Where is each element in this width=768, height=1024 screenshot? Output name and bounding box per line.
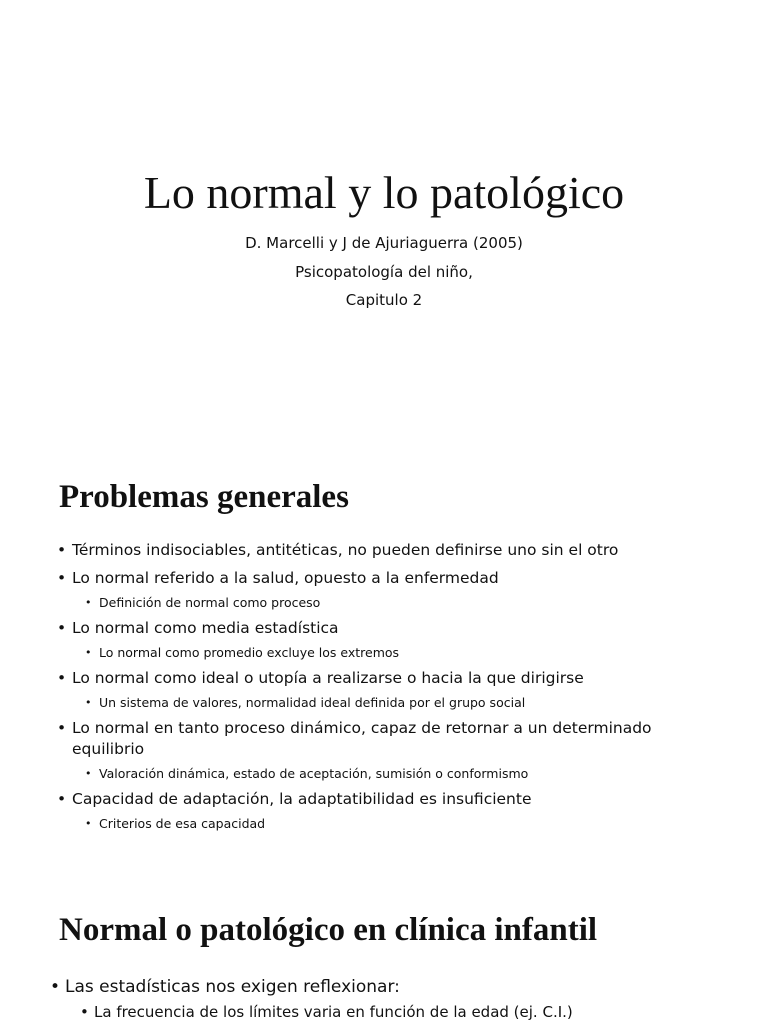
bullet-dot-icon: • <box>57 789 67 808</box>
bullet-dot-icon: • <box>50 977 61 997</box>
bullet-item <box>50 976 740 998</box>
section-title: Problemas generales <box>59 479 349 515</box>
bullet-dot-icon: • <box>85 766 92 780</box>
sub-bullet-item <box>57 765 717 782</box>
sub-bullet-text: Definición de normal como proceso <box>99 595 321 610</box>
subtitle-line-book: Psicopatología del niño, <box>295 262 473 281</box>
sub-bullet-text: Lo normal como promedio excluye los extremos <box>99 645 400 660</box>
sub-bullet-text: Un sistema de valores, normalidad ideal definida por el grupo social <box>99 695 526 710</box>
bullet-dot-icon: • <box>57 669 67 687</box>
bullet-text: Las estadísticas nos exigen reflexionar: <box>65 977 400 997</box>
title-slide <box>0 0 768 440</box>
bullet-item <box>57 618 717 639</box>
bullet-dot-icon: • <box>85 816 92 830</box>
bullet-dot-icon: • <box>57 541 67 559</box>
sub-bullet-item <box>50 1001 740 1023</box>
sub-bullet-item <box>57 594 717 611</box>
sub-bullet-text: Criterios de esa capacidad <box>99 815 266 831</box>
bullet-dot-icon: • <box>57 569 67 587</box>
bullet-text: Lo normal en tanto proceso dinámico, capaz de retornar a un determinado equilibrio <box>72 719 652 758</box>
bullet-dot-icon: • <box>57 719 67 737</box>
sub-bullet-text: La frecuencia de los límites varia en función de la edad (ej. C.I.) <box>94 1003 573 1021</box>
bullet-dot-icon: • <box>57 619 67 637</box>
slide-title: Lo normal y lo patológico <box>143 167 625 218</box>
bullet-text: Lo normal referido a la salud, opuesto a la enfermedad <box>72 569 499 587</box>
bullet-list <box>57 540 717 839</box>
bullet-dot-icon: • <box>80 1003 89 1021</box>
bullet-item <box>57 568 717 589</box>
slide-subtitle <box>0 229 768 315</box>
bullet-text: Términos indisociables, antitéticas, no pueden definirse uno sin el otro <box>72 541 619 559</box>
bullet-text: Lo normal como ideal o utopía a realizarse o hacia la que dirigirse <box>72 669 584 687</box>
bullet-dot-icon: • <box>85 646 92 659</box>
bullet-item <box>57 718 717 759</box>
bullet-text: Lo normal como media estadística <box>72 619 339 637</box>
bullet-dot-icon: • <box>85 696 92 709</box>
subtitle-line-chapter: Capitulo 2 <box>345 291 423 309</box>
sub-bullet-item <box>57 815 717 832</box>
bullet-item <box>57 789 717 810</box>
section-title: Normal o patológico en clínica infantil <box>59 912 598 948</box>
bullet-list <box>50 976 740 1023</box>
subtitle-line-author: D. Marcelli y J de Ajuriaguerra (2005) <box>245 234 523 252</box>
sub-bullet-item <box>57 694 717 711</box>
sub-bullet-item <box>57 644 717 661</box>
sub-bullet-text: Valoración dinámica, estado de aceptación, sumisión o conformismo <box>99 765 529 781</box>
bullet-item <box>57 668 717 689</box>
bullet-text: Capacidad de adaptación, la adaptatibilidad es insuficiente <box>72 789 532 808</box>
bullet-dot-icon: • <box>85 596 92 609</box>
bullet-item <box>57 540 717 561</box>
